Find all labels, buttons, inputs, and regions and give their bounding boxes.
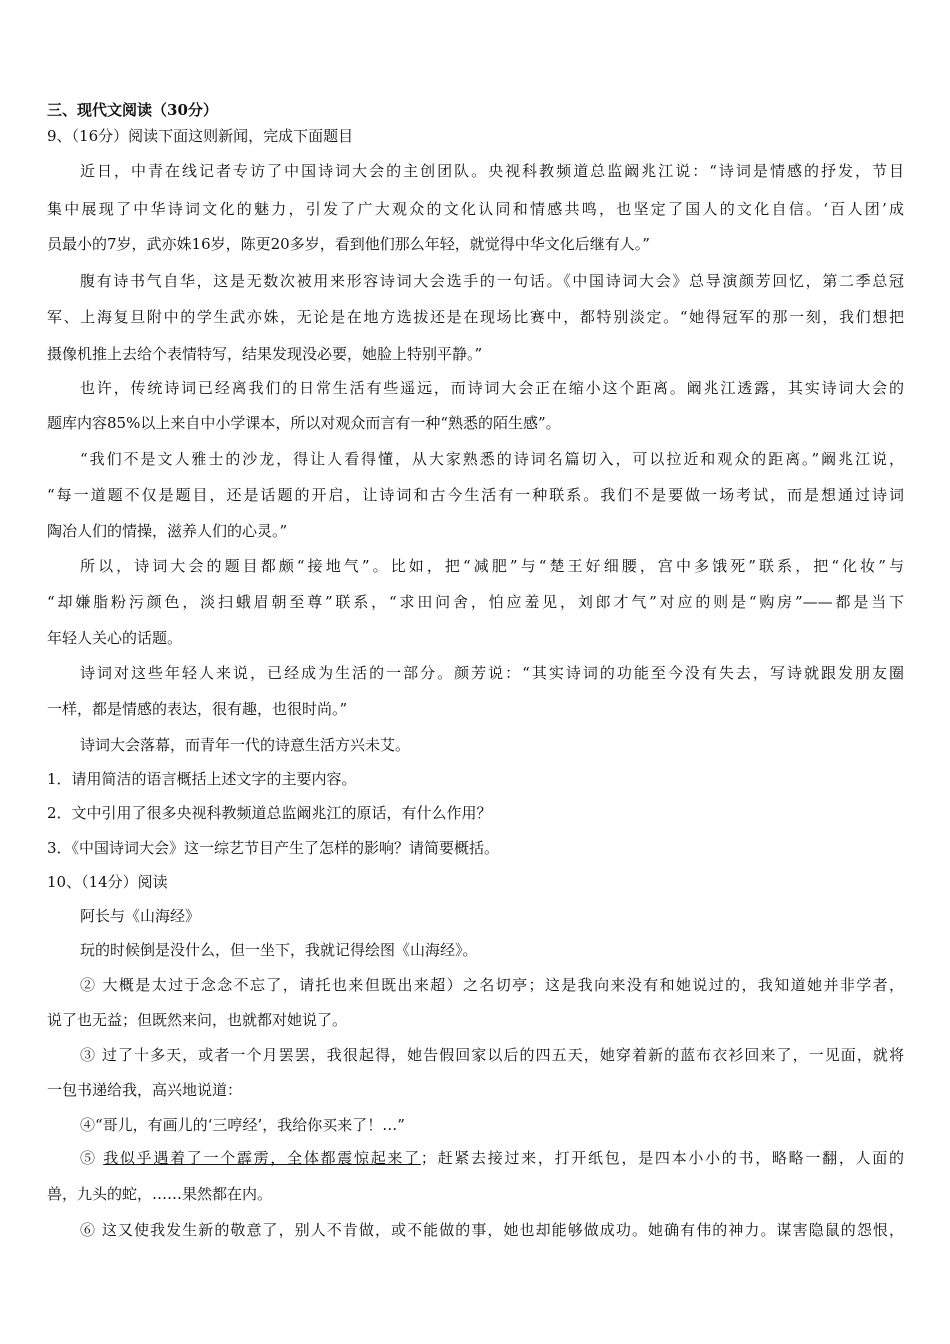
q9-question-3: 3．《中国诗词大会》这一综艺节目产生了怎样的影响？请简要概括。 bbox=[47, 839, 500, 857]
q9-para3-line1: 也许，传统诗词已经离我们的日常生活有些遥远，而诗词大会正在缩小这个距离。阚兆江透露，其实诗词大会的 bbox=[80, 379, 904, 397]
q9-para2-line3: 摄像机推上去给个表情特写，结果发现没必要，她脸上特别平静。” bbox=[47, 345, 483, 363]
q9-para2-line2: 军、上海复旦附中的学生武亦姝，无论是在地方选拔还是在现场比赛中，都特别淡定。“她得冠军的那一刻，我们想把 bbox=[47, 308, 904, 326]
q10-header: 10、（14分）阅读 bbox=[47, 873, 168, 891]
q10-p3-line1: ③ 过了十多天，或者一个月罢罢，我很起得，她告假回家以后的四五天，她穿着新的蓝布衣衫回来了，一见面，就将 bbox=[80, 1046, 904, 1064]
q10-p5-rest: ；赶紧去接过来，打开纸包，是四本小小的书，略略一翻，人面的 bbox=[420, 1149, 904, 1167]
q9-para4-line1: “我们不是文人雅士的沙龙，得让人看得懂，从大家熟悉的诗词名篇切入，可以拉近和观众的距离。”阚兆江说， bbox=[80, 450, 904, 468]
q9-para2-line1: 腹有诗书气自华，这是无数次被用来形容诗词大会选手的一句话。《中国诗词大会》总导演颜芳回忆，第二季总冠 bbox=[80, 272, 904, 290]
q9-para1-line2: 集中展现了中华诗词文化的魅力，引发了广大观众的文化认同和情感共鸣，也坚定了国人的文化自信。‘百人团’成 bbox=[47, 200, 904, 218]
q9-para5-line3: 年轻人关心的话题。 bbox=[47, 629, 183, 647]
q10-p5-line1 bbox=[80, 1148, 904, 1168]
q10-p6-line1: ⑥ 这又使我发生新的敬意了，别人不肯做，或不能做的事，她也却能够做成功。她确有伟的神力。谋害隐鼠的怨恨， bbox=[80, 1221, 904, 1239]
q9-para6-line1: 诗词对这些年轻人来说，已经成为生活的一部分。颜芳说：“其实诗词的功能至今没有失去，写诗就跟发朋友圈 bbox=[80, 664, 904, 682]
q9-para7: 诗词大会落幕，而青年一代的诗意生活方兴未艾。 bbox=[80, 736, 411, 754]
q10-p4: ④“哥儿，有画儿的‘三哼经’，我给你买来了！…” bbox=[80, 1116, 405, 1134]
q9-para5-line2: “却嫌脂粉污颜色，淡扫蛾眉朝至尊”联系，“求田问舍，怕应羞见，刘郎才气”对应的则是“购房”——都是当下 bbox=[47, 593, 904, 611]
q9-para1-line1: 近日，中青在线记者专访了中国诗词大会的主创团队。央视科教频道总监阚兆江说：“诗词是情感的抒发，节目 bbox=[80, 162, 904, 180]
q9-para5-line1: 所以，诗词大会的题目都颇“接地气”。比如，把“减肥”与“楚王好细腰，宫中多饿死”联系，把“化妆”与 bbox=[80, 557, 904, 575]
q10-title: 阿长与《山海经》 bbox=[80, 907, 201, 925]
q10-p5-prefix: ⑤ bbox=[80, 1149, 104, 1167]
q9-question-2: 2．文中引用了很多央视科教频道总监阚兆江的原话，有什么作用？ bbox=[47, 804, 492, 822]
q9-para6-line2: 一样，都是情感的表达，很有趣，也很时尚。” bbox=[47, 700, 348, 718]
q10-p5-line2: 兽，九头的蛇，……果然都在内。 bbox=[47, 1185, 273, 1203]
q10-p1: 玩的时候倒是没什么，但一坐下，我就记得绘图《山海经》。 bbox=[80, 941, 478, 959]
q9-header: 9、（16分）阅读下面这则新闻，完成下面题目 bbox=[47, 127, 354, 145]
q10-p5-underlined-sentence: 我似乎遇着了一个霹雳，全体都震惊起来了 bbox=[103, 1149, 421, 1167]
q9-question-1: 1．请用简洁的语言概括上述文字的主要内容。 bbox=[47, 770, 357, 788]
q9-para4-line3: 陶冶人们的情操，滋养人们的心灵。” bbox=[47, 522, 288, 540]
q10-p2-line1: ② 大概是太过于念念不忘了，请托也来但既出来超）之名切亭；这是我向来没有和她说过的，我知道她并非学者， bbox=[80, 976, 904, 994]
q9-para3-line2: 题库内容85%以上来自中小学课本，所以对观众而言有一种“熟悉的陌生感”。 bbox=[47, 414, 561, 432]
q9-para1-line3: 员最小的7岁，武亦姝16岁，陈更20多岁，看到他们那么年轻，就觉得中华文化后继有人。” bbox=[47, 235, 650, 253]
q9-para4-line2: “每一道题不仅是题目，还是话题的开启，让诗词和古今生活有一种联系。我们不是要做一场考试，而是想通过诗词 bbox=[47, 486, 904, 504]
q10-p2-line2: 说了也无益；但既然来问，也就都对她说了。 bbox=[47, 1011, 348, 1029]
q10-p3-line2: 一包书递给我，高兴地说道： bbox=[47, 1081, 243, 1099]
section-title: 三、现代文阅读（30分） bbox=[47, 101, 218, 119]
